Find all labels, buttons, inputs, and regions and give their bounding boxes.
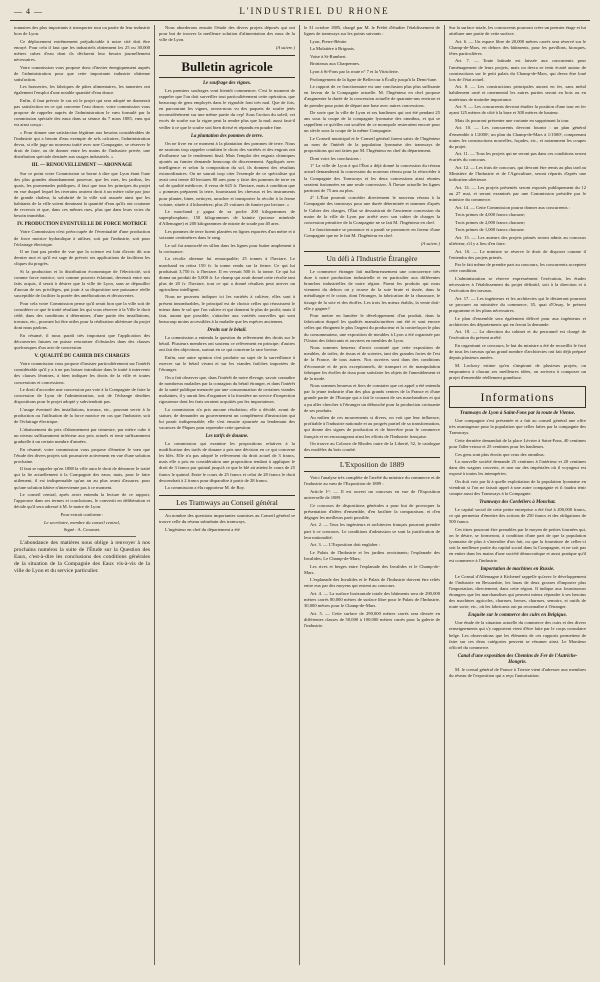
paragraph: En résumé, il nous paraît très important que l'application des découvertes futures ne puisse rencontrer d'obstacles dans des clauses quelconques d'un acte de concession. xyxy=(14,332,150,351)
paragraph: Il ne faut pas perdre de vue que la science est loin d'avoir dit son dernier mot et qu'il est sage de prévoir ses applications de facilitera les cliques du progrès. xyxy=(14,249,150,267)
paragraph: La commission a élu rapporteur M. de Roy. xyxy=(165,485,245,491)
paragraph: Votre commission vous propose d'insister particulièrement sur l'intérêt considérable qu'il y a à ne pas laisser introduire dans le traité à intervenir des clauses léonines, à bien indiquer les droits de la ville et toutes concessions et concessions. xyxy=(14,361,150,385)
article-paragraph: Art. 14. — Cette Commission pourra donner aux concurrents : xyxy=(455,204,570,210)
paragraph: La commission a entendu la question du relèvement des droits sur le bétail. Plusieurs membres ont soutenu ce relèvement en principe; d'autres ont fait des objections, surtout en ce qui concerne la race bovine. xyxy=(159,335,295,353)
section-title-bulletin-agricole: Bulletin agricole xyxy=(159,55,295,78)
paragraph: Le Palais de l'Industrie et les jardins avoisinants; l'esplanade des Invalides; Le Champ-de-Mars; xyxy=(304,549,440,561)
list-item: Trois primes de 4,000 francs chacune; xyxy=(455,212,525,218)
page-number: — 4 — xyxy=(14,7,43,16)
article-paragraph: Art. 12. — Les frais de concours, qui devront être remis au plus tard au Ministère de l'Industrie et de l'Agriculture, seront répartis d'après une indication ultérieure. xyxy=(449,164,587,183)
subheading: Canal d'une exposition des Chemins de Fer de l'Autriche-Hongrie. xyxy=(457,653,578,665)
paragraph: On doit voir par là à quelle exploitation de la population lyonnaise en viendrait si l'on ne faisait appel à une autre compagnie et il faudra tenir compte aussi des Tramways à la Compagnie. xyxy=(449,478,586,497)
paragraph: L'usage éventuel des installations, travaux, etc., pouvant servir à la production ou l'utilisation de la force motrice en cas que l'industrie, soit de l'éclairage électrique. xyxy=(14,406,150,425)
paragraph: La nouvelle société demande 25 centimes à l'intérieur et 20 centimes dans des wagons couverts, et non sur des impériales où il voyageur est exposé à toutes les intempéries. xyxy=(449,459,586,477)
paragraph: Dont voici les conclusions : xyxy=(310,155,362,161)
list-item: Brotteaux aux Charpennes. xyxy=(310,61,360,67)
paragraph: En résumé, votre commission vous propose d'émettre le vœu que l'étude des divers projets soit poursuivie activement en vue d'une solution prochaine. xyxy=(14,446,150,464)
paragraph: On a fait observer que, dans l'intérêt de notre élevage, savoir connaître de nombreux maladies par la contagion du bétail étranger, et dans l'intérêt de la santé publique menacée par une consommation de certaines viandes malsaines, il y aurait lieu d'organiser à la frontière un service d'inspection rigoureuse dont les frais seraient acquittés par les importateurs. xyxy=(159,374,295,404)
paragraph: Enfin, une autre opinion s'est produite au sujet de la surveillance à exercer sur le bétail vivant et sur les viandes fraîches importées de l'étranger. xyxy=(159,354,295,372)
paragraph: L'administration se réserve expressément l'exécution, les études nécessaires à l'établissement du projet définitif, soit à la direction et à l'exécution des travaux. xyxy=(449,275,586,294)
signer-name: Signé : A. Coromet. xyxy=(63,527,101,533)
paragraph: Le conseil central, après avoir entendu la lecture de ce rapport, l'approuve dans ses termes et conclusions, le convertit en délibération et décide qu'il sera adressé à M. le maire de Lyon. xyxy=(14,492,150,510)
article-paragraph: Art. 7. — Toute latitude est laissée aux concurrents pour l'aménagement de leurs projets, mais on devra se tenir écarté autour de constructions sur le petit palais du Champ-de-Mars, qui devra être loué lors de l'état actuel. xyxy=(449,58,586,82)
paragraph: En organisant ce concours, le but du ministre a été de recueillir le fruit de tous les travaux qu'un grand nombre d'architectes ont fait déjà préparé depuis plusieurs années. xyxy=(449,342,586,361)
paragraph: Au nombre des questions importantes soumises au Conseil général se trouve celle du réseau suburbain des tramways. xyxy=(159,513,295,525)
paragraph: Par le fait même de prendre part au concours, les concurrents acceptent cette condition. xyxy=(449,262,586,274)
subheading: Tramways des Cordeliers à Monchat. xyxy=(479,500,556,506)
article-paragraph: Art. 11. — Tous les projets qui ne seront pas dans ces conditions seront écartés du concours. xyxy=(449,151,586,163)
paragraph: La commission n'a pris aucune résolution; elle a décidé, avant de statuer, de demander au gouvernement un complément d'instruction qui lui parait indispensable; elle s'est ensuite ajournée au lendemain des vacances de Pâques pour reprendre cette question. xyxy=(159,406,295,430)
paragraph: Votre commission vous propose donc d'inviter énergiquement auprès de l'administration pour que cette importante industrie obtienne satisfaction. xyxy=(14,64,150,82)
paragraph: Pour cela votre Commission pense qu'il serait bon que la ville soit de considérer ce que le traité résultant les qui vous réserver à la Ville le droit cédé, dans des conditions à déterminer, d'une partie des installations, travaux, etc., pouvant lui être utiles pour la réalisation ultérieure du projet dont nous parlons. xyxy=(14,300,150,331)
paragraph: Sur ce point votre Commission se borne à dire que Lyon étant l'une des plus grandes abondamment pourvue, que les rues, les jardins, les quais, les promenades publiques, il faut que tous les principes du projet en vue duquel lequel les riverains avaient droit à un mètre cube par jour de grande chaleur, la salubrité de la ville soit assurée ainsi que les habitants de la ville soient dominant la quantité d'eau qu'ils ont coutume de recevoir et que, dans ces mêmes rues, plus que dans leurs voies du besoin immédiat. xyxy=(14,170,150,219)
columns xyxy=(10,25,590,965)
paragraph: L'esplanade des Invalides et le Palais de l'Industrie doivent être reliés entre eux par des moyens qui restent au concours. xyxy=(304,577,440,589)
article-paragraph: Art. 10. — Les concurrents devront fournir : un plan général d'ensemble à 1/2000ᵉ, un plan du Champ-de-Mars à 1/1000ᵉ, comprenant toutes les constructions nouvelles, façades, etc., et notamment les coupes du projet. xyxy=(449,125,586,149)
paragraph: Le plan d'ensemble sera également délivré pour aux ingénieurs et architectes des départements qui en feront la demande. xyxy=(449,315,586,327)
paragraph: Nous sommes heureux et fiers de constater que cet appel a été entendu par la jeune industrie d'un des plus grands centres de la France et d'une grande partie de l'Europe qui a fait le courant de ses marchandises et qui a pu aller chercher à l'étranger un débouché pour la production croissante de ses produits. xyxy=(304,383,440,413)
paragraph: Le marchand y gagna de sa poche 200 kilogrammes de superphosphate, 150 kilogrammes de kainite (potasse minérale d'Allemagne) et 200 kilogrammes de nitrate de soude par 40 ares. xyxy=(159,209,295,227)
paragraph: Ce déplacement extrêmement préjudiciable à notre cité doit être enrayé. Pour cela il faut que les industriels obtiennent les 25 ou 30,000 mètres cubes d'eau dont ils déclarent leur besoin journellement nécessaires. xyxy=(14,38,150,62)
paragraph: Les premiers soufrages vont bientôt commencer. C'est le moment de rappeler que l'on doit surveiller tout particulièrement cette opération, que beaucoup de gens employés dans le vignoble font très mal. Que de fois, en parcourant les vignes, avons-nous vu des paquets de soufre jetés inconsidérément sur une même partie du cep! Sous l'action du soleil, cet excès de soufre sur la vigne peut la rendre plus que la mal; aussi faut-il veiller à ce que le soufre soit bien divisé et répandu en poudre fine. xyxy=(159,87,295,130)
paragraph: La commission qui examine les propositions relatives à la modification des tarifs de douane a pris une décision en ce qui concerne les blés. Elle n'a pas adopté le relèvement du droit actuel de 3 francs, mais elle a pris en considération une proposition tendant à appliquer le droit de 3 francs par quintal jusqu'à ce que le blé ait atteint le cours de 25 francs le quintal. Entre le cours de 25 francs et celui de 28 francs le droit descendrait à 2 francs pour disparaître à partir de 28 francs. xyxy=(159,441,295,483)
paragraph: Les brasseries, les fabriques de pâtes alimentaires, les tanneries ont également l'emploi d'une notable quantité d'eau douce. xyxy=(14,84,150,96)
section-title-informations: Informations xyxy=(449,386,586,408)
article-paragraph: Art. 8. — Les constructions principales auront en fer, sans métal habilement orné et ornemental les autres parties seront en bois ou en matériaux de moindre importance. xyxy=(449,84,586,102)
paragraph: Les rives et berges entre l'esplanade des Invalides et le Champ-de-Mars. xyxy=(304,563,440,575)
paragraph: 2° L'État pourrait concéder directement le nouveau réseau à la Compagnie des tramways pour une durée déterminée et nommer d'après le Cahier des charges, l'État se dessaisirait de l'ancienne concession du maire de la ville de Lyon par arrêté avec son cahier de charges la concession primitive de la Compagnie ne se fait M. l'Ingénieur en chef. xyxy=(304,195,440,225)
divider xyxy=(28,536,136,537)
paragraph: Mais ils pourront présenter une variante en supprimant la tour. xyxy=(455,117,570,123)
article-paragraph: Art. 15. — Les auteurs des projets primés seront admis au concours ultérieur, s'il y a lieu d'en faire. xyxy=(449,234,586,246)
paragraph: L'abaissement du prix d'abonnement par trimestre, par mètre cube à un niveau suffisamment inférieur aux prix actuels et tenir suffisamment graduelle à un certain nombre d'années. xyxy=(14,426,150,444)
paragraph: Nous sommes heureux d'avoir constaté que cette exposition de meubles, de toiles, de tissus et de soieries, tant des grandes fortes de l'est de la France, de tous autres. Nos ouvriers sont dans des conditions d'économie et de prix exceptionnels, de transport et de manipulation fabriquer les étoffes de tissu pour satisfaire les objets de l'ameublement et de la mode. xyxy=(304,345,440,381)
list-item: Lyon, Pierre-Bénite. xyxy=(310,38,348,44)
subheading: Importation de machines en Russie. xyxy=(480,566,555,572)
paragraph: Le capital social de cette petite entreprise a été fixé à 200,000 francs, ce qui permettra d'émettre des actions de 250 francs et des obligations de 500 francs. xyxy=(449,507,586,525)
paragraph: « Pour donner une satisfaction légitime aux besoins considérables de l'industrie qui a besoin d'eau exempte de sels calcaires, l'administration devra, si elle juge un nouveau traité avec une Compagnie, se réserver le droit de faire, ou de donner entre les mains de l'industrie privée, une distribution spéciale destinée aux usages industriels. » xyxy=(14,130,150,160)
paragraph: Ces gens sont plus étroits que ceux des omnibus. xyxy=(455,451,545,457)
paragraph: L'ingénieur en chef du département a été xyxy=(165,526,240,532)
paragraph: le 31 octobre 1885, chargé par M. le Préfet d'étudier l'établissement de lignes de tramways sur les points suivants : xyxy=(304,25,440,37)
paragraph: Le fonctionnaire se prononce et a paraît se prononcer en faveur d'une Compagnie que ne le fait M. l'Ingénieur en chef. xyxy=(304,227,440,239)
paragraph: Sur la surface totale, les concurrents pourront créer un premier étage et lui attribuer une partie de cette surface. xyxy=(449,25,586,37)
paragraph: Le Conseil municipal et le Conseil général furent saisis de l'Ingénieur au nom de l'intérêt de la population lyonnaise des tramways de propositions qui ont faites par M. l'Ingénieur en chef du département. xyxy=(304,136,440,154)
paragraph: Nous ne pouvons indiquer ici les variétés à cultiver, elles sont à présent innombrables, le principal est de choisir celles qui réussissent le mieux dans le sol que l'on cultive et qui donnent le plus de profit; mais il faut, autant que possible, s'attacher aux variétés nouvelles qui sont beaucoup moins accessibles à la maladie que les espèces anciennes. xyxy=(159,294,295,324)
paragraph: tonnaires des plus importants à transporter tout ou partie de leur industrie hors de Lyon. xyxy=(14,25,150,37)
newspaper-page xyxy=(10,6,590,966)
paragraph: Cette dernière demandait de la place Lévrier à Saint-Fons, 40 centimes pour l'aller-retour et 25 centimes pour les banlieues. xyxy=(449,437,586,449)
list-item: Trois primes de 2,000 francs chacune; xyxy=(455,219,525,225)
article-paragraph: Art. 2. — Tous les ingénieurs et architectes français pourront prendre part à ce concours. Le conditions d'admission se sont la justification de leur nationalité. xyxy=(304,522,440,540)
subheading: Droits sur le bétail. xyxy=(207,327,247,333)
paragraph: Ce concours de dispositions générales a pour but de provoquer la présentation d'idées d'ensemble, d'en faciliter la comparaison, et d'en dégager les meilleurs parti possible. xyxy=(304,502,440,520)
section-heading: IV. PRODUCTION EVENTUELLE DE FORCE MOTRICE xyxy=(17,222,147,228)
article-paragraph: Art. 3. — L'Exposition doit englober : xyxy=(310,542,381,548)
continued-note: (A suivre.) xyxy=(275,44,295,50)
paragraph: Ces titres pourront être prenables par le moyen de petites fournées qui, on le désire, se formeront, à condition d'une part de que la population lyonnaise de plus à s'interdire d'un fait, ou que la fourniture de celles-ci soit la meilleure partie du capital social dans la Compagnie, et ne soit pas en entier dans les mains d'une société démocratique et aussi pratique qu'il est commerce à l'industrie. xyxy=(449,527,586,563)
paragraph: La récolte obtenue fut remarquable; 25 tonnes à l'hectare. Le marchand en retira 150 fr. la tonne rendu sur la ferme. Ce qui lui produisait 3,750 fr. à l'hectare. Il en versait 500 fr. la tonne. Ce qui lui donna un produit de 5,000 fr. Le champ qui avait donné cette récolte tant plus de 20 fr. l'hectare, tout ce qui a donné résultats peut arriver un agriculteur intelligent. xyxy=(159,256,295,292)
paragraph: L'abondance des matières nous oblige à renvoyer à nos prochains numéros la suite de l'Étude sur la Question des Eaux, c'est-à-dire les conclusions des conditions générales de la situation de la Compagnie des Eaux vis-à-vis de la ville de Lyon et du service particulier. xyxy=(14,540,150,575)
paragraph: Si la production et la distribution économique de l'électricité, soit comme force motrice, soit comme pouvoir éclairant, devenait entre nos faits acquis, il serait à désirer que la ville de Lyon, sans se dépouiller d'aucun de ses privilèges, put jouir à sa disposition une puissance réelle susceptible de faciliter la portée des améliorations et découvertes. xyxy=(14,268,150,299)
paragraph: Le sol fut amoncelé en sillon dans les lignes pour butter amplement à la croissance. xyxy=(159,242,295,254)
article-paragraph: Art. 6. — Un espace libre de 20,000 mètres carrés sera réservé sur le Champ-de-Mars, en dehors des bâtiments, pour les pavillons, kiosques, fêtes particulières. xyxy=(449,38,586,56)
section-title-tramways: Les Tramways au Conseil général xyxy=(159,495,295,510)
paragraph: Une compagnie s'est présentée et a fait au conseil général une offre très avantageuse pour la population que celles faites par la compagnie des Tramways. xyxy=(449,418,586,436)
column-2 xyxy=(155,25,300,965)
paragraph: M. Lockroy estime qu'en s'inspirant de plusieurs projets, on empruntera à chacun ses meilleures idées, on arrivera à composer un projet d'ensemble réellement grandiose. xyxy=(449,362,586,380)
article-paragraph: Art. 18. — La direction du cabinet et du personnel est chargé de l'exécution du présent arrêté. xyxy=(449,329,586,341)
paragraph: Pour mettre en lumière le développement d'un produit, dans la fabrication duquel les qualités manufacturières ont été et sont encore celles qui éloignent le plus l'argent du producteur et la contrefaçon le plus du consommateur, une exposition de meubles à Lyon a été organisée par l'Union des fabricants et ouvriers en meubles de Lyon. xyxy=(304,313,440,343)
section-title-exposition: L'Exposition de 1889 xyxy=(304,457,440,472)
subheading: Les tarifs de douane. xyxy=(205,433,249,439)
section-heading: V. QUALITÉ DU CAHIER DES CHARGES xyxy=(34,354,130,360)
continued-note: (A suivre.) xyxy=(420,241,440,246)
paragraph: Voici l'analyse très complète de l'arrêté du ministre du commerce et de l'industrie au vœu de l'Exposition de 1889 : xyxy=(304,475,440,487)
paragraph: Votre Commission n'est préoccupée de l'éventualité d'une production de force motrice hydraulique à utiliser, soit par l'industrie, soit pour l'éclairage électrique. xyxy=(14,229,150,247)
list-item: Lyon à St-Fons par la route n° 7 et la Vitriolerie. xyxy=(310,69,399,75)
column-3 xyxy=(300,25,445,965)
article-paragraph: Art. 17. — Les ingénieurs et les architectes qui le désireront pourront se procurer au ministère du commerce, 35, quai d'Orsay, le présent programme et les plans nécessaires. xyxy=(449,295,586,313)
paragraph: On trouve au Coloseo de Rhodes outre de la Liberté, 52, le catalogue des modèles du bois courbé. xyxy=(304,441,440,453)
article-paragraph: Art. 13. — Les projets présentés seront exposés publiquement du 12 au 27 mai, et seront examinés par une Commission présidée par le ministre du commerce. xyxy=(449,184,586,202)
paragraph: On ne livre en ce moment à la plantation des pommes de terre. Nous ne saurions trop rappeler combien le choix des variétés et des engrais ont d'influence sur le rendement final. Mais l'emploi des engrais chimiques ajoutés au fumier demande beaucoup de discernement. Appliqués avec intelligence et selon la composition du sol, ils donnent des résultats extraordinaires. On ne saurait trop citer l'exemple de ce spécialiste qui avait cent trente 40 hectares 80 ares pour y faire des pommes de terre en sol de qualité médiocre, il versa de 625 fr. l'hectare, mais à condition que « pommes préparent la terre, fournissant les chevaux et les instruments pour planter, biner, nettoyer, arracher et transporter la récolte à la ferme voisine, située à 4 kilomètres; plus 25 voitures de fumier par hectare. » xyxy=(159,140,295,207)
section-title-defi: Un défi à l'Industrie Étrangère xyxy=(304,251,440,266)
section-heading: III. — RENOUVELLEMENT — ABONNAGE xyxy=(31,163,133,169)
list-item: Vaise à St-Rambert. xyxy=(310,53,347,59)
paragraph: Le droit d'accorder une concession par voie à la Compagnie de faire la concession de Lyon de l'administration, soit de l'échange desdites dispositions pour le projet adopté y subviendrait pas. xyxy=(14,387,150,405)
article-paragraph: Art. 9. — Les concurrents devront étudier la position d'une tour en fer ayant 125 mètres de côté à la base et 300 mètres de hauteur. xyxy=(449,104,586,116)
subheading: Tramways de Lyon à Saint-Fons par la route de Vienne. xyxy=(459,410,576,416)
article-paragraph: Art. 16. — Le ministre se réserve le droit de disposer comme il l'entendra des projets primés. xyxy=(449,248,586,260)
paragraph: Une étude de la situation actuelle du commerce des cuirs et des divers renseignements qui s'y rapportent vient d'être faite par le corps consulaire belge. Les observations que les éléments de ces rapports permettent de faire sur ces deux catégories peuvent se résumer ainsi. Le Moniteur officiel du commerce. xyxy=(449,620,586,650)
article-paragraph: Art. 5. — Cette surface de 290,000 mètres carrés sera divisée en différentes classes de 50,000 à 100,000 mètres carrés pour la galerie de l'industrie. xyxy=(304,610,440,628)
paragraph: Les pommes de terre furent plantées en lignes espacées d'un mètre et à soixante centimètres dans le rang. xyxy=(159,229,295,241)
subheading: Enquête sur le commerce des cuirs en Belgique. xyxy=(468,613,567,619)
article-paragraph: Art. 4. — La surface horizontale totale des bâtiments sera de 290,000 mètres carrés 80,000 mètres de surface libre pour le Palais de l'Industrie, 30,000 mètres pour le Champ-de-Mars. xyxy=(304,590,440,609)
signer-role: Le secrétaire, membre du conseil central, xyxy=(43,519,121,525)
paragraph: 1° La ville de Lyon à qui l'État a déjà donné la concession du réseau actuel demanderait la concession du nouveau réseau pour la rétrocéder à la Compagnie des Tramways et les deux concessions ainsi réunies seraient fusionnées en une seule concession. À l'heure actuelle les lignes partiront de 75 ans au plus. xyxy=(304,163,440,193)
paragraph: Il faut se rappeler qu'en 1888 la ville aura le droit de dénoncer le traité qui la lie actuellement à la Compagnie des eaux; mais, pour le faire utilement, il est indispensable qu'un an au plus avant d'assurer, pour qu'une solution hâtive n'intervienne pas à ce moment. xyxy=(14,466,150,490)
paragraph: Prolongement de la ligne de Bellecour à Écully jusqu'à la Demi-lune. xyxy=(310,76,438,82)
masthead xyxy=(10,6,590,21)
paragraph: Le commerce étranger fait malheureusement une concurrence très dure à notre production industrielle et en particulier aux différentes branches industrielles de notre région. Parmi les produits qui nous viennent du dehors on y trouve de la soie brute et tissée, dans la métallurgie et le coton, dont l'étranger, la fabrication de la chaussure, le tissage de la soie et des étoffes. Les trois les mieux établis, la vente doit-elle y gagner? xyxy=(304,269,440,311)
list-item: La Mulatière à Brignais. xyxy=(310,46,355,52)
paragraph: Enfin, il faut prévoir le cas où le projet qui sera adopté ne donnerait pas satisfaction en ce qui concerne l'eau douce; votre commission vous propose de rappeler auprès de l'administration le vœu formulé par la commission spéciale des eaux dans sa séance du 7 mars 1885, vœu qui est ainsi conçu : xyxy=(14,98,150,128)
article-paragraph: Article 1ᵉʳ. — Il est ouvert un concours en vue de l'Exposition universelle de 1889. xyxy=(304,489,440,501)
extract-line: Pour extrait conforme : xyxy=(60,511,104,517)
paragraph: Le Consul d'Allemagne à Kichenef rappelle qu'avec le développement de l'industrie en Bessarabie, les haras de deux grosses d'importer plus l'importation, directement, dans cette région. Il indique aux fournisseurs étrangers que les marchandises qui peuvent mieux répondre à ses besoins des machines agricoles, charrues, herses, charrues, semoirs, et outils de toute sorte; etc., où les fabricants ont pu reconnaître à l'étranger. xyxy=(449,573,586,610)
column-1 xyxy=(10,25,155,965)
list-item: Trois primes de 1,000 francs chacune. xyxy=(455,227,525,233)
paragraph: Au milieu de ces mouvements si divers, on voit que leur influence, profitable à l'industrie nationale et au progrès partiel de sa transformation, qui donne des signes de production et de bien-être pour le commerce français et en encourageant ainsi les efforts de l'Industrie française. xyxy=(304,415,440,439)
paragraph: Le rapport de ce fonctionnaire est une conclusion plus plus suffisante en faveur de la Compagnie actuelle. M. l'Ingénieur en chef propose d'augmenter la durée de la concession actuelle de quarante-ans environ et de prendre pour point de départ une base avec autres concessions. xyxy=(304,84,440,108)
column-4 xyxy=(445,25,590,965)
subheading: La plantation des pommes de terre. xyxy=(190,133,264,139)
paragraph: De sorte que la ville de Lyon et ses banlieues qui ont été pendant 25 ans sous la coupe de la compagnie lyonnaise des omnibus, et qui se rappellent ce qu'elles ont souffert de ce monopole resteraient encore pour un siècle sous la coupe de la même Compagnie. xyxy=(304,110,440,134)
paragraph: Nous aborderons ensuite l'étude des divers projets déposés qui ont pour but de trouver la meilleure solution d'alimentation des eaux de la ville de Lyon. xyxy=(159,25,295,43)
paragraph: M. le consul général de France à Trieste vient d'adresser aux membres du réseau de l'exposition qui a reçu l'autorisation. xyxy=(449,667,586,679)
subheading: Le soufrage des vignes. xyxy=(202,80,252,86)
newspaper-title: L'INDUSTRIEL DU RHONE xyxy=(239,6,390,16)
